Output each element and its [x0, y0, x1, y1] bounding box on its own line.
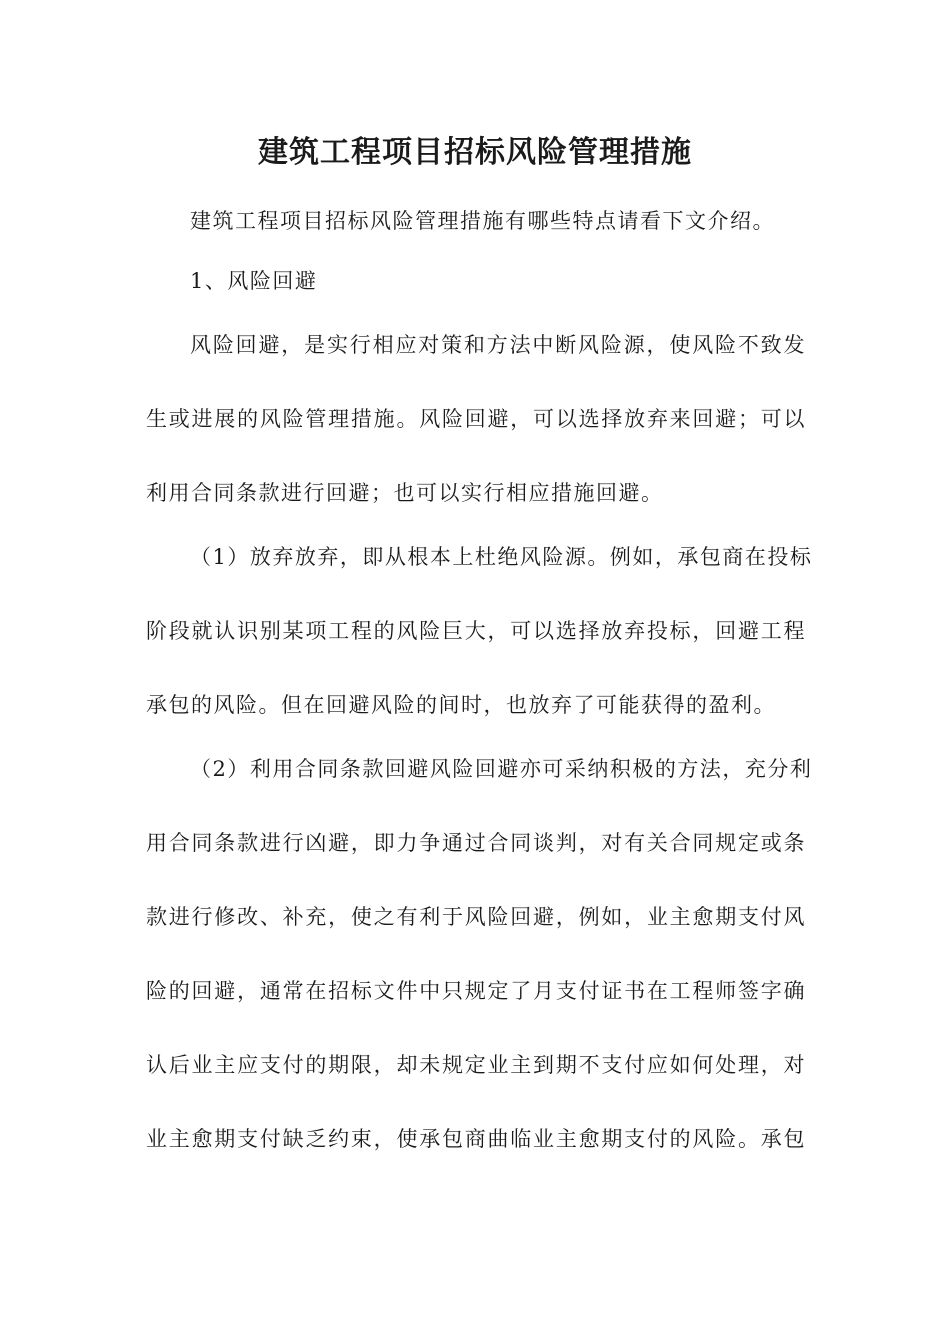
- document-title: 建筑工程项目招标风险管理措施: [258, 135, 692, 170]
- paragraph-line: 阶段就认识别某项工程的风险巨大，可以选择放弃投标，回避工程: [146, 619, 806, 643]
- paragraph-line: 险的回避，通常在招标文件中只规定了月支付证书在工程师签字确: [146, 979, 806, 1003]
- paragraph-line: 认后业主应支付的期限，却未规定业主到期不支付应如何处理，对: [146, 1053, 806, 1077]
- paragraph-line: 用合同条款进行凶避，即力争通过合同谈判，对有关合同规定或条: [146, 831, 806, 855]
- paragraph-line: 款进行修改、补充，使之有利于风险回避，例如，业主愈期支付风: [146, 905, 806, 929]
- section-heading: 1、风险回避: [190, 269, 318, 293]
- paragraph-line: 承包的风险。但在回避风险的间时，也放弃了可能获得的盈利。: [146, 693, 776, 717]
- paragraph-line: 业主愈期支付缺乏约束，使承包商曲临业主愈期支付的风险。承包: [146, 1127, 806, 1151]
- paragraph-line: 风险回避，是实行相应对策和方法中断风险源，使风险不致发: [190, 333, 806, 357]
- paragraph-line: （1）放弃放弃，即从根本上杜绝风险源。例如，承包商在投标: [190, 545, 813, 569]
- paragraph-line: 生或进展的风险管理措施。风险回避，可以选择放弃来回避；可以: [146, 407, 806, 431]
- paragraph-line: 利用合同条款进行回避；也可以实行相应措施回避。: [146, 481, 664, 505]
- intro-line: 建筑工程项目招标风险管理措施有哪些特点请看下文介绍。: [190, 209, 775, 233]
- paragraph-line: （2）利用合同条款回避风险回避亦可采纳积极的方法，充分利: [190, 757, 813, 781]
